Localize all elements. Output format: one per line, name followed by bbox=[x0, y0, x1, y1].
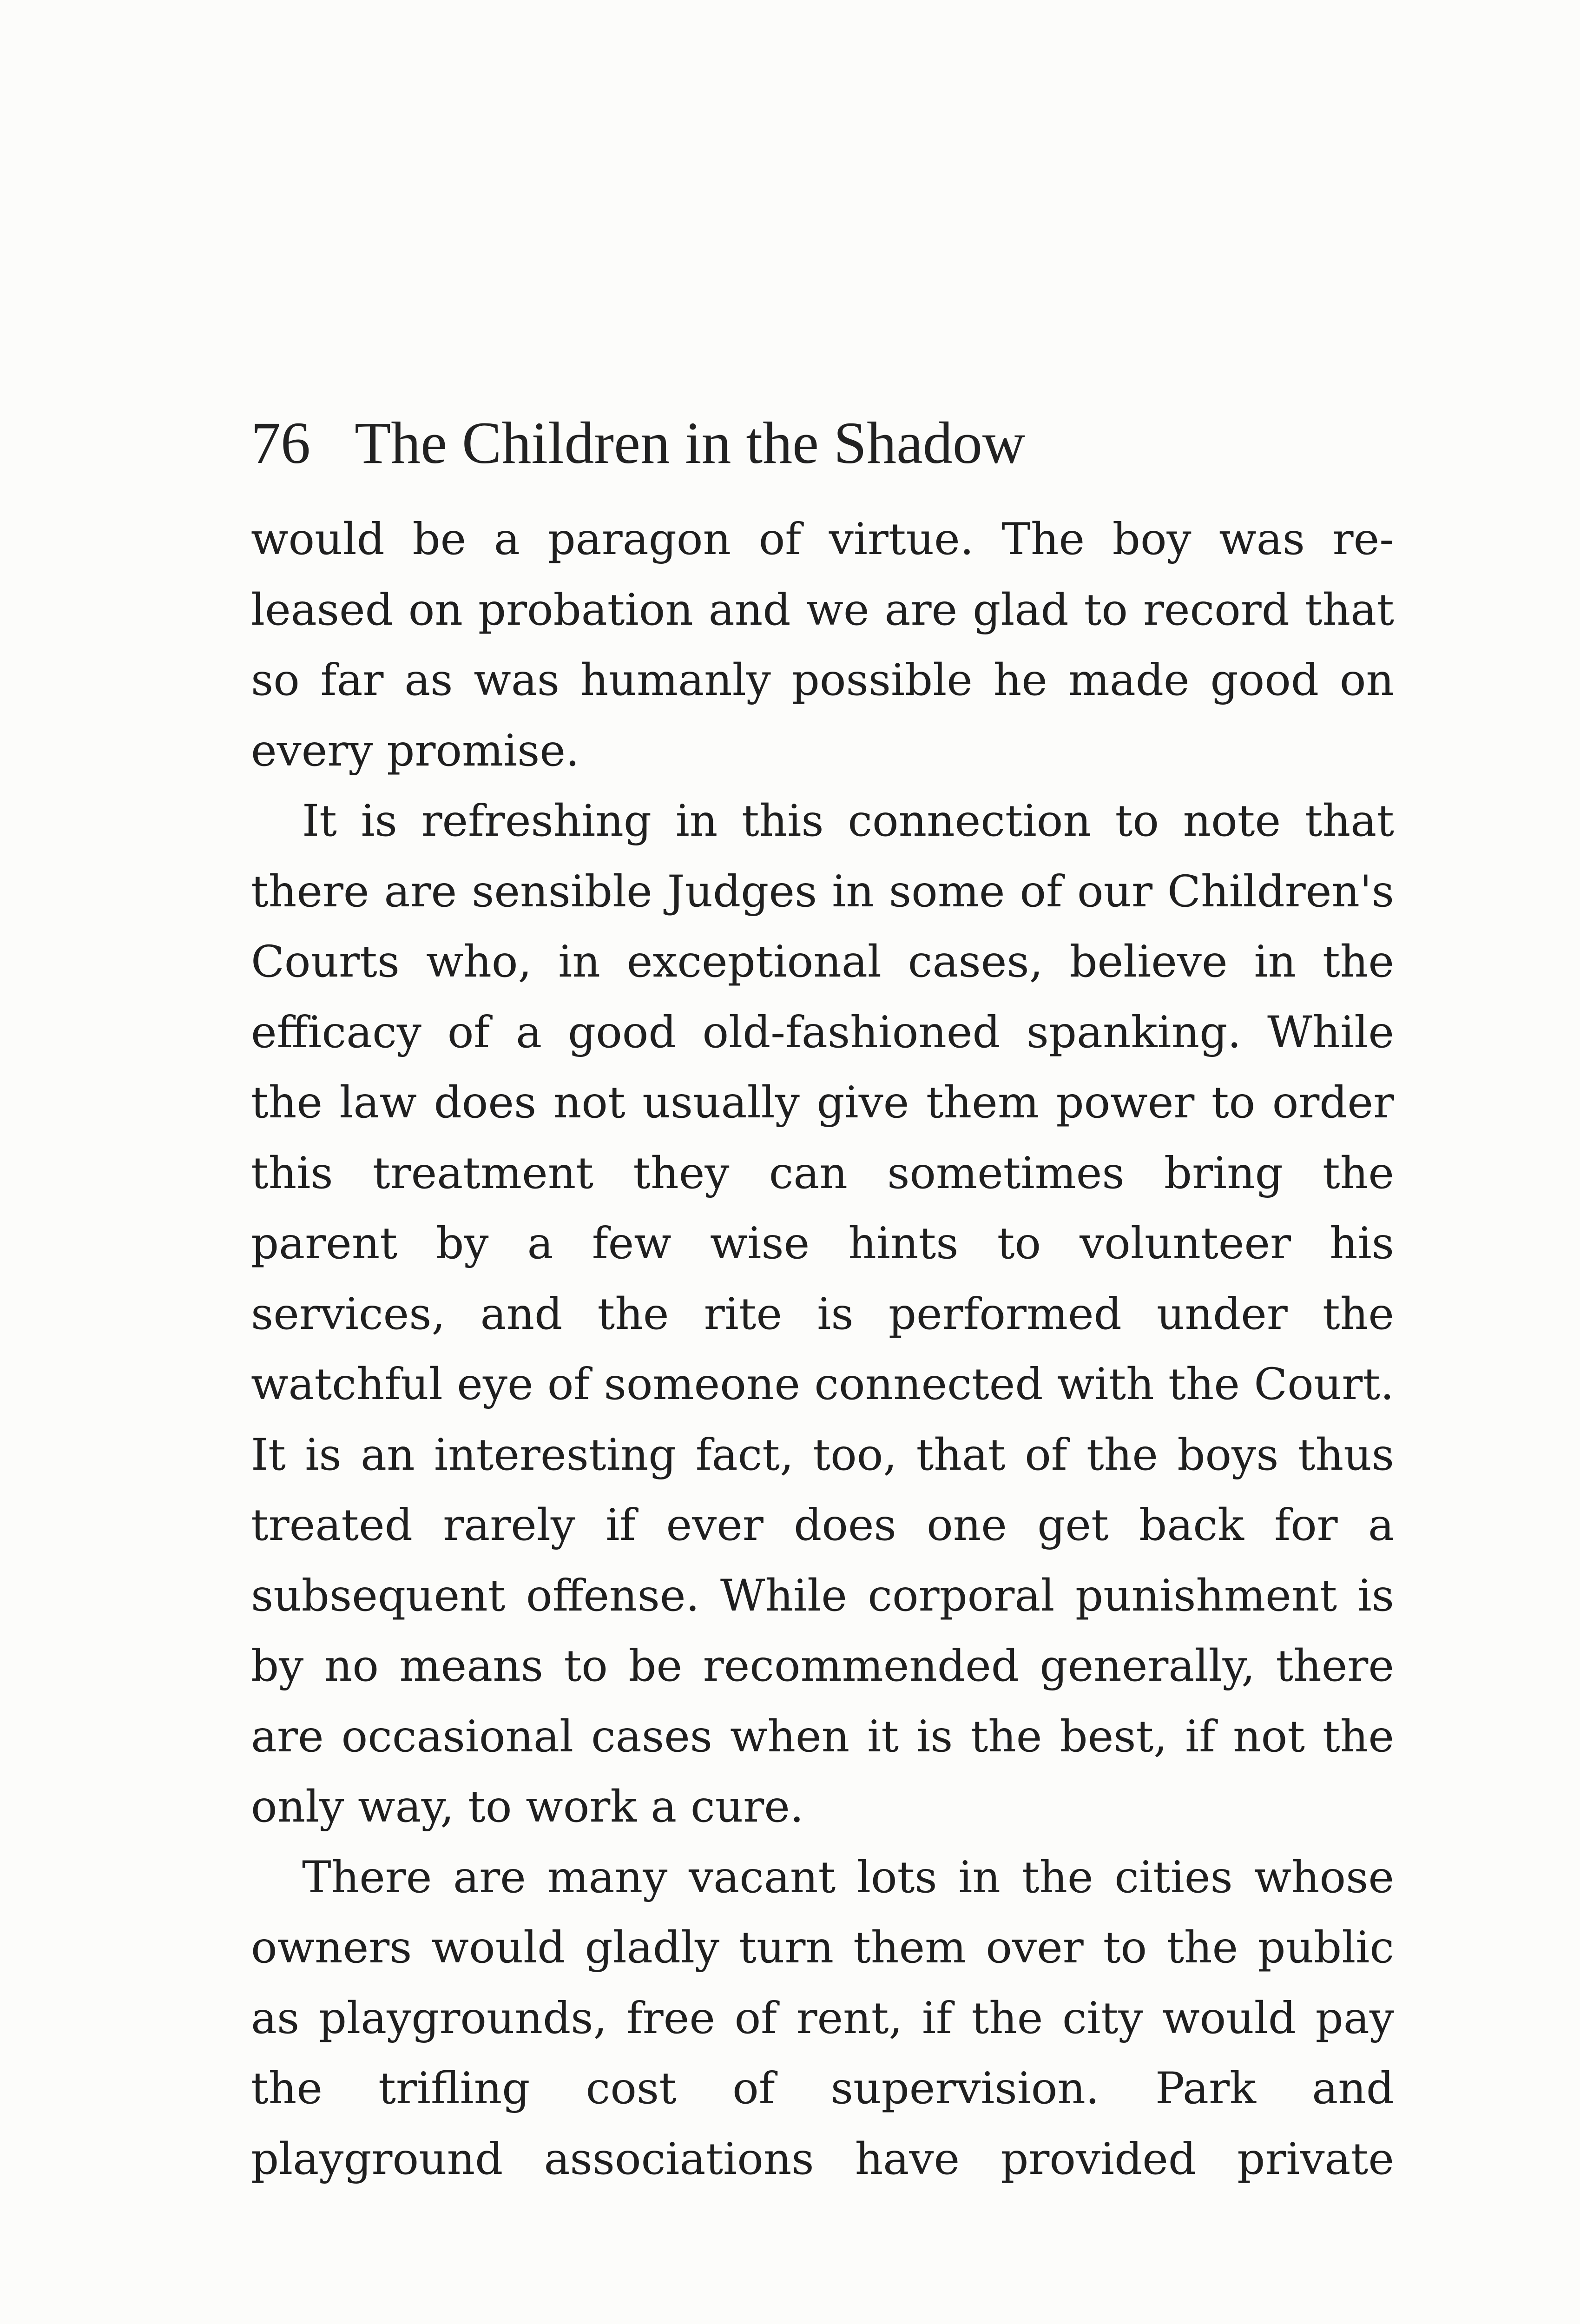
body-text bbox=[251, 504, 1394, 2194]
running-title: The Children in the Shadow bbox=[355, 410, 1026, 476]
page-header bbox=[251, 403, 1403, 482]
paragraph-3: There are many vacant lots in the cities whose owners would gladly turn them over to the public as playgrounds, free of rent, if the city would pay the trifling cost of supervision. Park and playground associations have provided private bbox=[251, 1852, 1394, 2185]
page-number: 76 bbox=[251, 410, 310, 476]
paragraph-2: It is refreshing in this connection to note that there are sensible Judges in some of our Children's Courts who, in exceptional cases, believe in the efficacy of a good old-fashioned spanking. While the law does not usually give them power to order this treatment they can sometimes bring the parent by a few wise hints to volunteer his services, and the rite is performed under the watchful eye of someone connected with the Court. It is an interesting fact, too, that of the boys thus treated rarely if ever does one get back for a subsequent offense. While corporal punishment is by no means to be recommended generally, there are occasional cases when it is the best, if not the only way, to work a cure. bbox=[251, 796, 1394, 1832]
paragraph-1: would be a paragon of virtue. The boy was released on probation and we are glad to record that so far as was humanly possible he made good on every promise. bbox=[251, 514, 1394, 776]
